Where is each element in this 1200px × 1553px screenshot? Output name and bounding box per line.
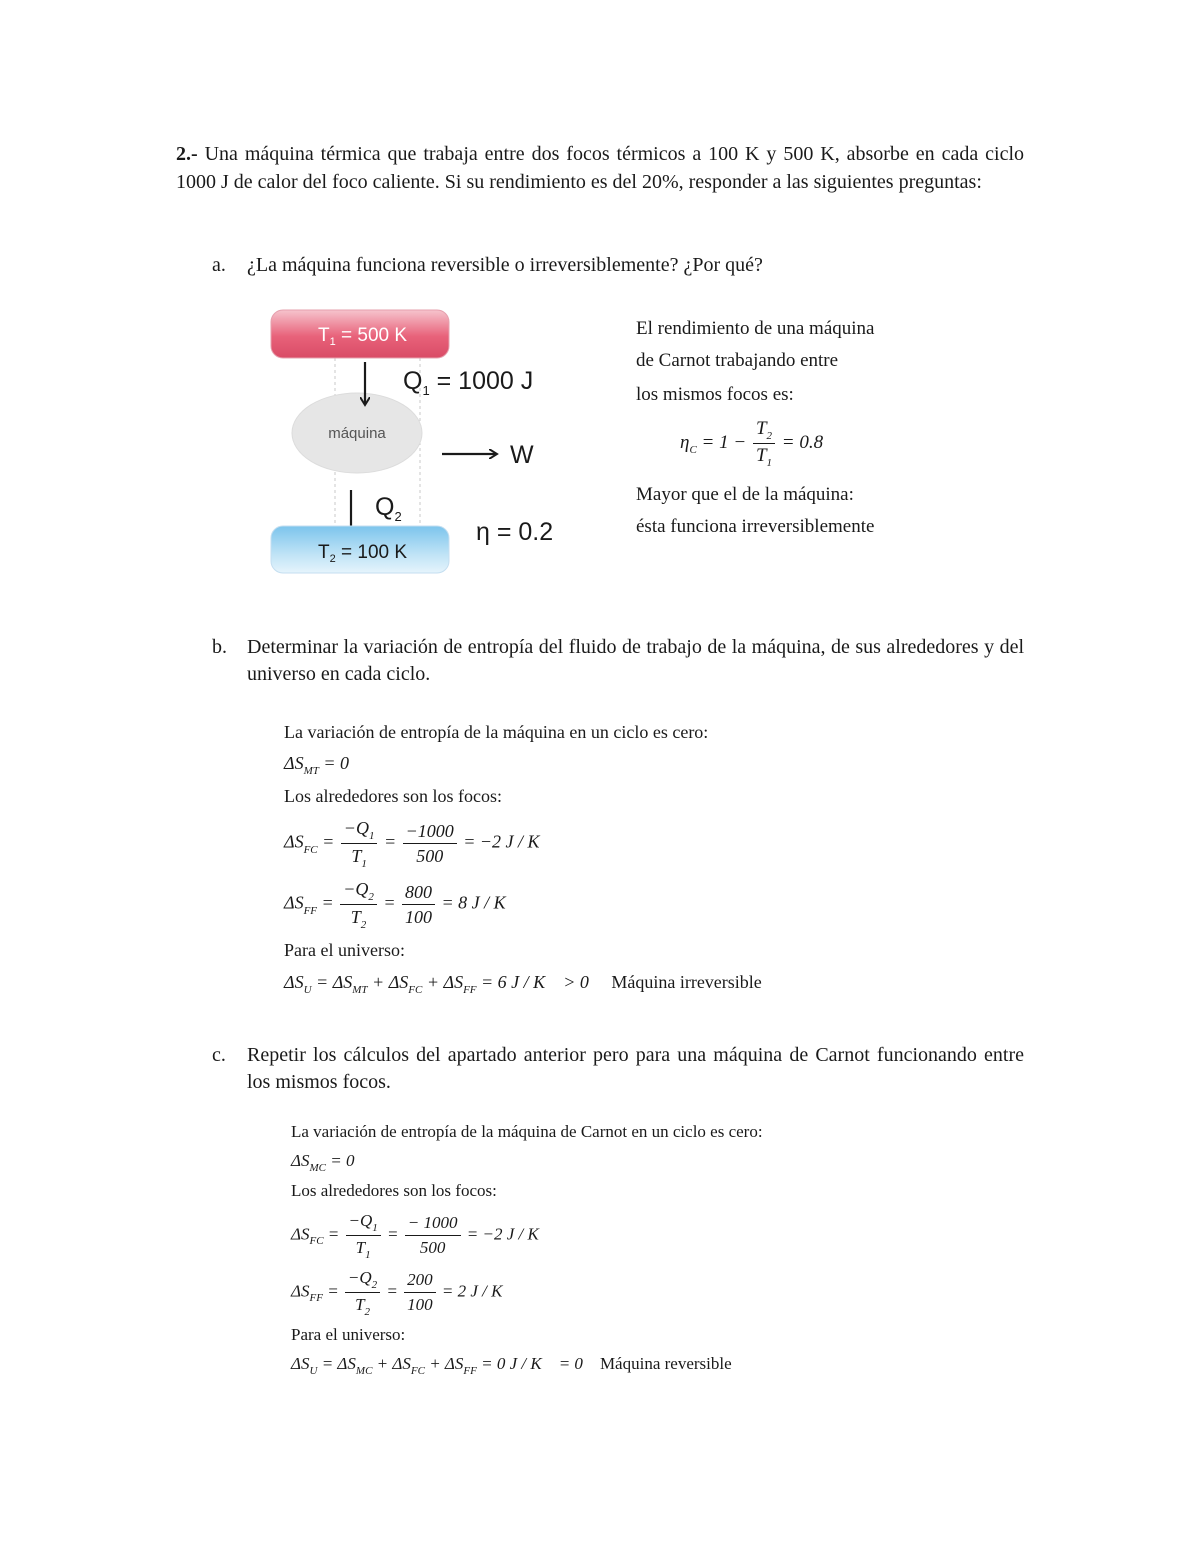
problem-text: Una máquina térmica que trabaja entre dos focos térmicos a 100 K y 500 K, absorbe en cada ciclo 1000 J de calor del foco caliente. Si su rendimiento es del 20%, responder a las siguientes preguntas: bbox=[176, 143, 1024, 193]
question-c bbox=[212, 1042, 1024, 1098]
answer-a-line1: El rendimiento de una máquina bbox=[636, 318, 875, 339]
answer-c-dsm: $\Delta S_{MC} = 0$ bbox=[291, 1151, 355, 1174]
problem-number: 2.- bbox=[176, 143, 198, 165]
answer-c-dsff: $\Delta S_{FF}$ = $\frac{-Q_2}{T_2}$ = $\frac{200}{100}$ = 2 J / K bbox=[291, 1268, 503, 1318]
q1-label: Q bbox=[403, 367, 423, 395]
problem-statement bbox=[176, 140, 1024, 196]
cold-value: = 100 K bbox=[335, 542, 408, 563]
answer-a-conclusion2: ésta funciona irreversiblemente bbox=[636, 516, 875, 537]
answer-c-surroundings: Los alrededores son los focos: bbox=[291, 1181, 497, 1200]
answer-b-dsm: $\Delta S_{MT} = 0$ bbox=[284, 753, 350, 777]
answer-a-line2: de Carnot trabajando entre bbox=[636, 350, 839, 371]
hot-value: = 500 K bbox=[335, 325, 408, 346]
efficiency-label: η = 0.2 bbox=[476, 518, 554, 546]
answer-b-dsu: $\Delta S_U = \Delta S_{MT} + \Delta S_{FC} + \Delta S_{FF} = 6$ J / K > 0 Máquina irreversible bbox=[284, 972, 762, 996]
svg-text:Q2 bbox=[375, 493, 402, 524]
answer-c-intro: La variación de entropía de la máquina de Carnot en un ciclo es cero: bbox=[291, 1122, 763, 1141]
carnot-efficiency-formula: $\eta_C = 1$ − $\frac{T_2}{T_1}$ = 0.8 bbox=[680, 418, 824, 469]
question-a bbox=[212, 252, 1024, 282]
question-c-label: c. bbox=[212, 1044, 226, 1066]
eta-symbol: η bbox=[680, 431, 690, 453]
answer-b-dsff: $\Delta S_{FF}$ = $\frac{-Q_2}{T_2}$ = $\frac{800}{100}$ = 8 J / K bbox=[284, 879, 506, 931]
machine-label: máquina bbox=[328, 425, 386, 442]
q1-value: = 1000 J bbox=[429, 367, 534, 395]
answer-b-surroundings: Los alrededores son los focos: bbox=[284, 786, 502, 806]
question-a-label: a. bbox=[212, 254, 226, 276]
svg-text:Q1 = 1000 J bbox=[403, 367, 533, 398]
q1-sub: 1 bbox=[422, 383, 430, 398]
heat-engine-diagram bbox=[260, 300, 580, 585]
w-label: W bbox=[510, 441, 534, 469]
q2-label: Q bbox=[375, 493, 395, 521]
question-b-text: Determinar la variación de entropía del fluido de trabajo de la máquina, de sus alrededores y del universo en cada ciclo. bbox=[247, 636, 1024, 685]
cold-label: T bbox=[318, 542, 330, 563]
question-b-label: b. bbox=[212, 636, 227, 658]
answer-b-universe: Para el universo: bbox=[284, 940, 405, 960]
answer-a-conclusion1: Mayor que el de la máquina: bbox=[636, 484, 854, 505]
question-b bbox=[212, 634, 1024, 690]
cold-sub: 2 bbox=[329, 553, 336, 565]
t2-over-t1: $\frac{T_2}{T_1}$ bbox=[753, 418, 775, 469]
q2-sub: 2 bbox=[394, 509, 402, 524]
hot-label: T bbox=[318, 325, 330, 346]
answer-c-dsu: $\Delta S_U = \Delta S_{MC} + \Delta S_{FC} + \Delta S_{FF} = 0$ J / K = 0 Máquina reversible bbox=[291, 1354, 732, 1377]
question-a-text: ¿La máquina funciona reversible o irreversiblemente? ¿Por qué? bbox=[247, 254, 763, 276]
answer-b-intro: La variación de entropía de la máquina en un ciclo es cero: bbox=[284, 722, 709, 742]
answer-a-line3: los mismos focos es: bbox=[636, 384, 794, 405]
answer-c-dsfc: $\Delta S_{FC}$ = $\frac{-Q_1}{T_1}$ = $\frac{- 1000}{500}$ = −2 J / K bbox=[291, 1211, 539, 1261]
answer-b-dsfc: $\Delta S_{FC}$ = $\frac{-Q_1}{T_1}$ = $\frac{-1000}{500}$ = −2 J / K bbox=[284, 818, 540, 870]
answer-c-universe: Para el universo: bbox=[291, 1325, 406, 1344]
question-c-text: Repetir los cálculos del apartado anterior pero para una máquina de Carnot funcionando entre los mismos focos. bbox=[247, 1044, 1024, 1093]
hot-sub: 1 bbox=[329, 336, 336, 348]
